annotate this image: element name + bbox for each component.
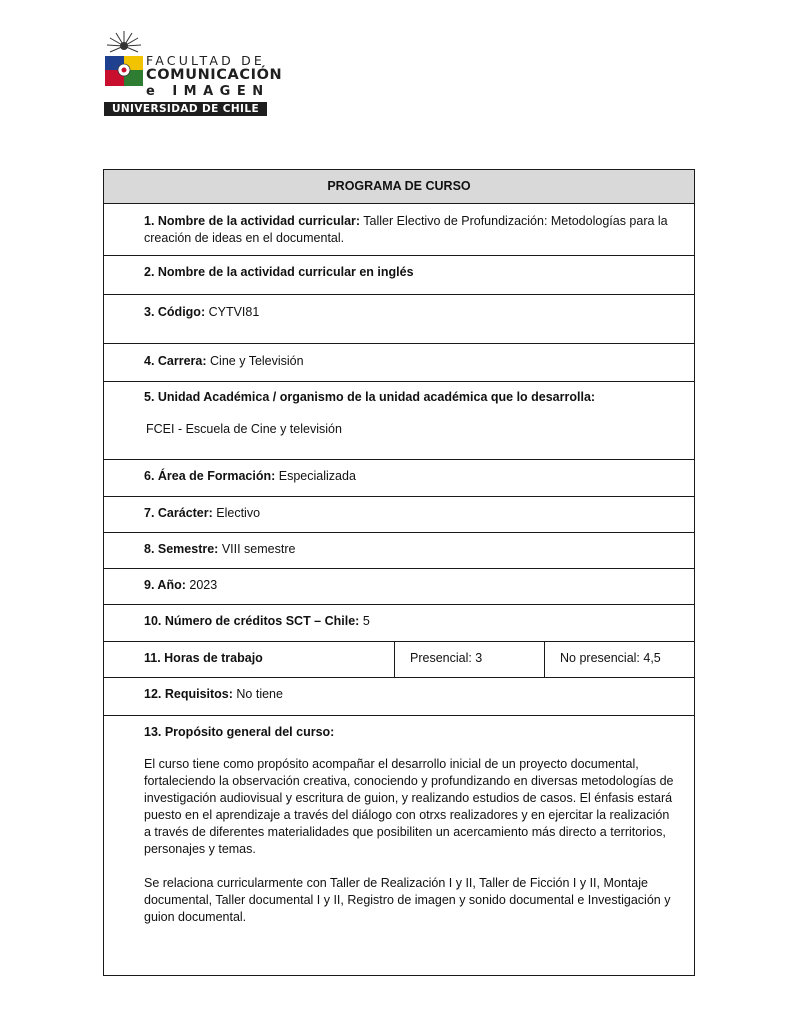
row-label: 4. Carrera: [144, 354, 207, 368]
row-value: FCEI - Escuela de Cine y televisión [146, 422, 342, 436]
row-work-hours [104, 641, 694, 677]
faculty-logo [104, 30, 283, 118]
row-label: 7. Carácter: [144, 506, 213, 520]
logo-line-faculty: FACULTAD DE [146, 53, 266, 68]
row-academic-unit [104, 381, 694, 459]
row-career [104, 343, 694, 381]
row-character [104, 496, 694, 532]
row-label: 3. Código: [144, 305, 206, 319]
row-activity-name [104, 203, 694, 255]
row-year [104, 568, 694, 604]
presencial-hours: Presencial: 3 [395, 642, 545, 677]
row-label: 9. Año: [144, 578, 186, 592]
row-label: 5. Unidad Académica / organismo de la unidad académica que lo desarrolla: [144, 390, 596, 404]
row-requirements [104, 677, 694, 715]
row-credits [104, 604, 694, 641]
course-program-table [103, 169, 695, 976]
logo-university-bar: UNIVERSIDAD DE CHILE [104, 102, 267, 116]
row-label: 11. Horas de trabajo [104, 642, 395, 677]
purpose-paragraph: El curso tiene como propósito acompañar el desarrollo inicial de un proyecto documental, fortaleciendo la observación creativa, conociendo y profundizando en diversas metodologías de investigación audiovisual y escritura de guion, y realizando estudios de casos. El énfasis estará puesto en el aprendizaje a través del diálogo con otrxs realizadores y en ejercitar la realización a través de diferentes materialidades que posibiliten un acercamiento más directo a territorios, personajes y temas. [144, 757, 674, 856]
table-header: PROGRAMA DE CURSO [104, 170, 694, 203]
row-code [104, 294, 694, 343]
row-value: Electivo [212, 506, 261, 520]
row-value: 2023 [185, 578, 218, 592]
row-label: 8. Semestre: [144, 542, 219, 556]
row-value: 5 [359, 614, 370, 628]
row-label: 12. Requisitos: [144, 687, 233, 701]
logo-line-image: e IMAGEN [146, 84, 270, 99]
row-label: 6. Área de Formación: [144, 469, 276, 483]
row-value: CYTVI81 [205, 305, 260, 319]
row-value: Cine y Televisión [206, 354, 304, 368]
row-course-purpose [104, 715, 694, 975]
row-activity-name-english [104, 255, 694, 294]
row-value: VIII semestre [218, 542, 296, 556]
curricular-relation-paragraph: Se relaciona curricularmente con Taller de Realización I y II, Taller de Ficción I y II, Montaje documental, Taller documental I y II, Registro de imagen y sonido documental e Investigación y guion documental. [144, 876, 671, 924]
row-value: No tiene [232, 687, 283, 701]
row-value: Taller Electivo de Profundización: Metodologías para la creación de ideas en el documental. [144, 214, 668, 245]
university-crest-icon [104, 30, 144, 102]
non-presencial-hours: No presencial: 4,5 [560, 651, 661, 665]
row-semester [104, 532, 694, 568]
logo-line-communication: COMUNICACIÓN [146, 67, 283, 83]
row-value: Especializada [275, 469, 356, 483]
row-label: 13. Propósito general del curso: [144, 725, 335, 739]
row-label: 10. Número de créditos SCT – Chile: [144, 614, 360, 628]
row-formation-area [104, 459, 694, 496]
row-label: 2. Nombre de la actividad curricular en inglés [144, 265, 414, 279]
row-label: 1. Nombre de la actividad curricular: [144, 214, 361, 228]
